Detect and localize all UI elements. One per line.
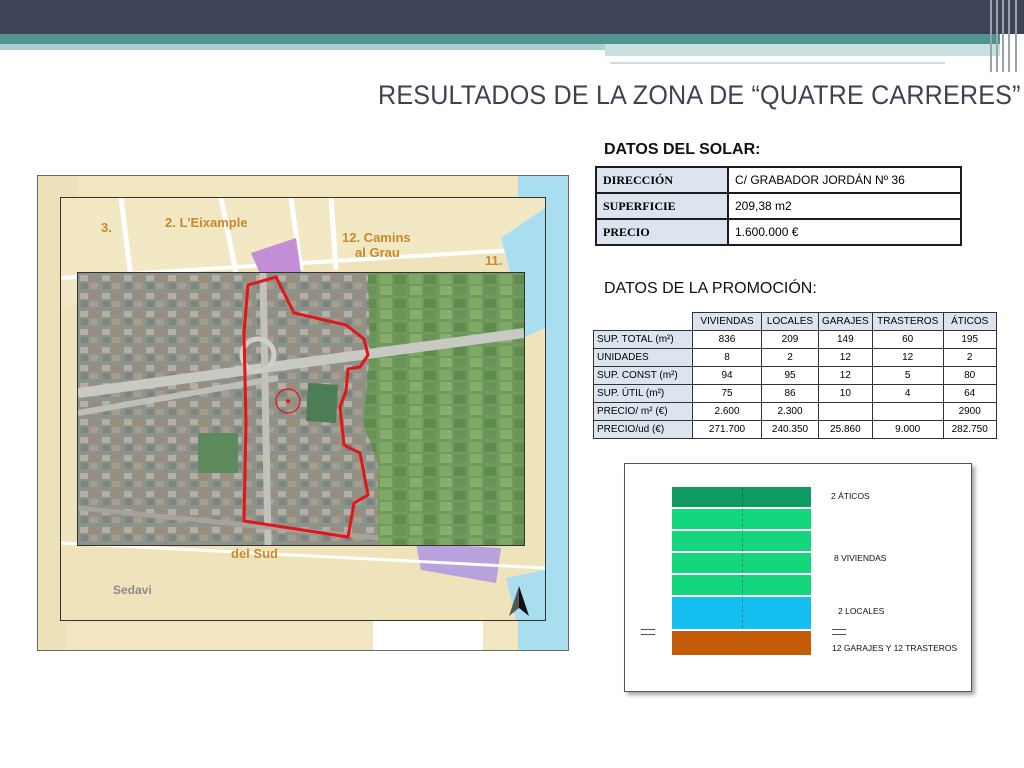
table-header-row bbox=[594, 313, 997, 331]
table-cell: 271.700 bbox=[693, 421, 762, 439]
table-row bbox=[594, 421, 997, 439]
north-arrow-icon bbox=[507, 584, 531, 618]
table-cell bbox=[819, 403, 873, 421]
table-corner bbox=[594, 313, 693, 331]
row-label: SUP. ÚTIL (m²) bbox=[594, 385, 693, 403]
column-header: VIVIENDAS bbox=[693, 313, 762, 331]
map-label-eixample: 2. L'Eixample bbox=[165, 215, 248, 230]
solar-table bbox=[595, 166, 962, 246]
table-cell: 8 bbox=[693, 349, 762, 367]
header-light-band bbox=[0, 44, 605, 50]
aerial-photo-graphic bbox=[78, 273, 524, 545]
map-label-camins-line1: 12. Camins bbox=[342, 230, 411, 245]
column-header: LOCALES bbox=[762, 313, 819, 331]
table-cell: 195 bbox=[943, 331, 996, 349]
map-label-camins-line2: al Grau bbox=[355, 245, 400, 260]
header-stripes bbox=[988, 0, 1024, 72]
building-section-diagram bbox=[624, 463, 972, 692]
header-light-band-right bbox=[605, 44, 1000, 56]
table-cell: 9.000 bbox=[872, 421, 943, 439]
slide-title: RESULTADOS DE LA ZONA DE “QUATRE CARRERES” bbox=[378, 80, 1021, 110]
table-row bbox=[594, 349, 997, 367]
table-row bbox=[596, 167, 961, 193]
column-header: GARAJES bbox=[819, 313, 873, 331]
row-label: PRECIO/ud (€) bbox=[594, 421, 693, 439]
table-cell: 2.600 bbox=[693, 403, 762, 421]
solar-label: SUPERFICIE bbox=[596, 193, 728, 219]
column-header: ÁTICOS bbox=[943, 313, 996, 331]
solar-heading: DATOS DEL SOLAR: bbox=[604, 141, 761, 158]
ground-level-mark-left bbox=[641, 629, 655, 630]
ground-level-mark-left bbox=[641, 634, 655, 635]
table-cell: 2 bbox=[943, 349, 996, 367]
solar-label: PRECIO bbox=[596, 219, 728, 245]
label-viviendas: 8 VIVIENDAS bbox=[834, 553, 887, 563]
table-cell: 2.300 bbox=[762, 403, 819, 421]
label-aticos: 2 ÁTICOS bbox=[831, 491, 870, 501]
row-label: SUP. CONST (m²) bbox=[594, 367, 693, 385]
table-cell: 75 bbox=[693, 385, 762, 403]
row-label: SUP. TOTAL (m²) bbox=[594, 331, 693, 349]
table-cell: 2 bbox=[762, 349, 819, 367]
promocion-heading: DATOS DE LA PROMOCIÓN: bbox=[604, 280, 817, 297]
table-cell: 149 bbox=[819, 331, 873, 349]
row-label: PRECIO/ m² (€) bbox=[594, 403, 693, 421]
map-label-district-11: 11. bbox=[485, 253, 503, 268]
table-cell: 12 bbox=[819, 367, 873, 385]
table-cell: 2900 bbox=[943, 403, 996, 421]
solar-value: C/ GRABADOR JORDÁN Nº 36 bbox=[728, 167, 961, 193]
map-label-del-sud: del Sud bbox=[231, 546, 278, 561]
table-cell: 64 bbox=[943, 385, 996, 403]
table-row bbox=[594, 403, 997, 421]
table-cell: 25.860 bbox=[819, 421, 873, 439]
table-row bbox=[594, 385, 997, 403]
table-cell bbox=[872, 403, 943, 421]
table-cell: 10 bbox=[819, 385, 873, 403]
header-thin-line bbox=[610, 62, 945, 64]
promocion-table bbox=[593, 312, 997, 439]
table-row bbox=[596, 219, 961, 245]
floor-garajes bbox=[671, 630, 812, 656]
table-cell: 240.350 bbox=[762, 421, 819, 439]
label-locales: 2 LOCALES bbox=[838, 606, 885, 616]
column-header: TRASTEROS bbox=[872, 313, 943, 331]
solar-value: 209,38 m2 bbox=[728, 193, 961, 219]
table-cell: 12 bbox=[819, 349, 873, 367]
map-label-district-3: 3. bbox=[101, 220, 112, 235]
table-cell: 836 bbox=[693, 331, 762, 349]
header-band bbox=[0, 0, 1024, 34]
table-cell: 12 bbox=[872, 349, 943, 367]
center-axis-line bbox=[742, 488, 743, 628]
table-cell: 209 bbox=[762, 331, 819, 349]
solar-label: DIRECCIÓN bbox=[596, 167, 728, 193]
table-row bbox=[596, 193, 961, 219]
table-cell: 86 bbox=[762, 385, 819, 403]
solar-value: 1.600.000 € bbox=[728, 219, 961, 245]
aerial-photo bbox=[77, 272, 525, 546]
label-garajes: 12 GARAJES Y 12 TRASTEROS bbox=[832, 643, 958, 653]
table-cell: 94 bbox=[693, 367, 762, 385]
table-row bbox=[594, 331, 997, 349]
table-cell: 282.750 bbox=[943, 421, 996, 439]
table-cell: 5 bbox=[872, 367, 943, 385]
ground-level-mark-right bbox=[832, 629, 846, 630]
table-cell: 95 bbox=[762, 367, 819, 385]
table-row bbox=[594, 367, 997, 385]
table-cell: 60 bbox=[872, 331, 943, 349]
table-cell: 80 bbox=[943, 367, 996, 385]
ground-level-mark-right bbox=[832, 634, 846, 635]
table-cell: 4 bbox=[872, 385, 943, 403]
map-label-sedavi: Sedavi bbox=[113, 583, 152, 597]
header-accent-band bbox=[0, 34, 1000, 44]
row-label: UNIDADES bbox=[594, 349, 693, 367]
